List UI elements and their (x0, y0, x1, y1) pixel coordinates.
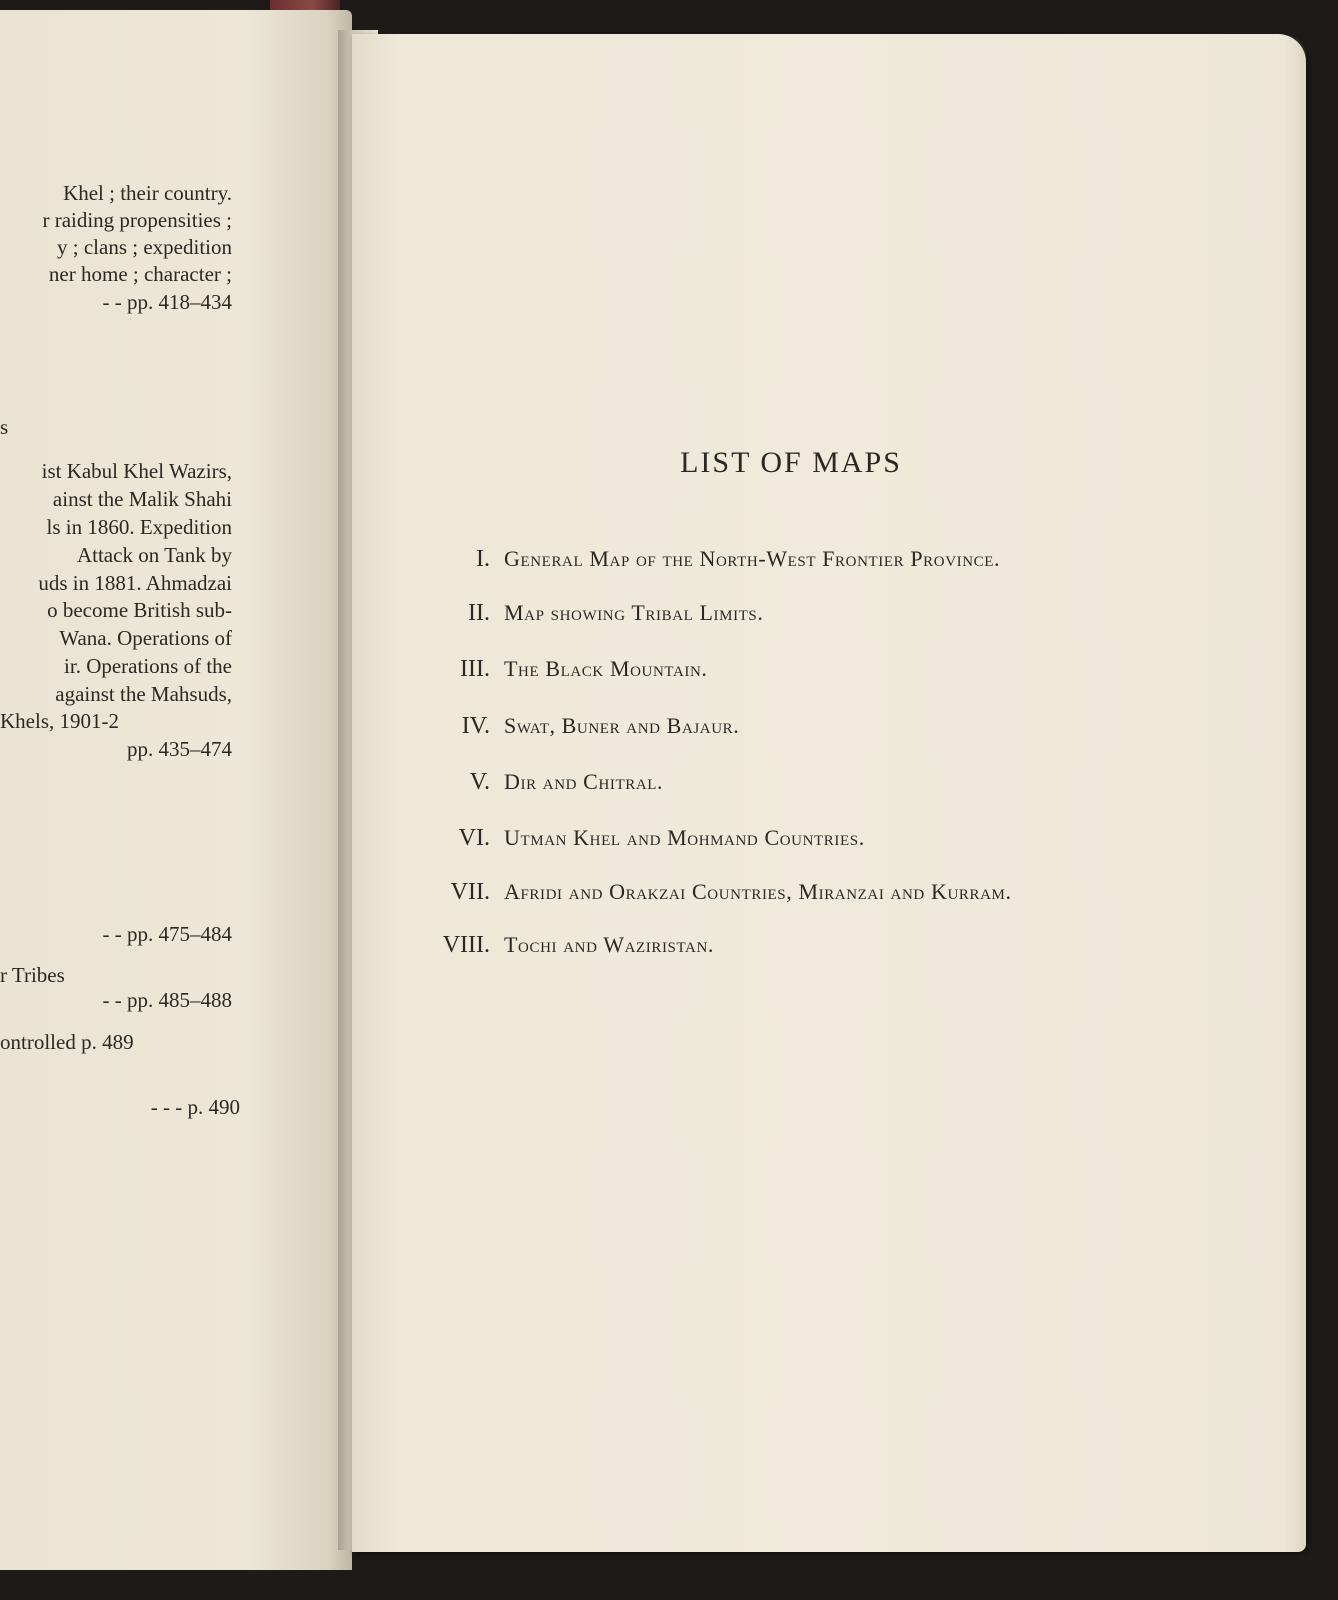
map-numeral: VII. (450, 879, 490, 905)
map-title: Tochi and Waziristan. (504, 932, 715, 957)
left-page-line: ontrolled p. 489 (0, 1030, 134, 1054)
right-page (352, 34, 1306, 1552)
left-page-line: Wana. Operations of (59, 626, 232, 650)
left-page (0, 10, 352, 1570)
left-page-line: ist Kabul Khel Wazirs, (41, 459, 232, 483)
left-page-line: s (0, 415, 9, 439)
page-title: LIST OF MAPS (680, 446, 902, 479)
list-item (352, 875, 1152, 909)
left-page-line: - - pp. 485–488 (102, 988, 232, 1012)
left-page-line: r Tribes (0, 963, 65, 987)
map-numeral: III. (460, 656, 490, 682)
list-item (352, 765, 1152, 799)
map-title: Utman Khel and Mohmand Countries. (504, 825, 865, 850)
map-numeral: VIII. (442, 932, 490, 958)
map-title: Afridi and Orakzai Countries, Miranzai and Kurram. (504, 879, 1012, 904)
left-page-line: ls in 1860. Expedition (46, 515, 232, 539)
list-item (352, 709, 1152, 743)
left-page-line: Attack on Tank by (76, 543, 232, 567)
left-page-line: - - pp. 475–484 (102, 922, 232, 946)
left-page-line: r raiding propensities ; (42, 208, 232, 232)
left-page-line: Khel ; their country. (63, 181, 232, 205)
list-item (352, 542, 1152, 576)
map-numeral: I. (476, 546, 490, 572)
map-numeral: VI. (458, 825, 490, 851)
left-page-line: Khels, 1901-2 (0, 709, 119, 733)
left-page-line: ner home ; character ; (48, 262, 232, 286)
map-title: Dir and Chitral. (504, 769, 664, 794)
left-page-line: y ; clans ; expedition (57, 235, 232, 259)
list-item (352, 652, 1152, 686)
page-edge-shading (1284, 34, 1306, 1552)
map-title: Map showing Tribal Limits. (504, 600, 764, 625)
left-page-line: uds in 1881. Ahmadzai (38, 571, 232, 595)
map-title: The Black Mountain. (504, 656, 708, 681)
left-page-line: - - pp. 418–434 (102, 290, 232, 314)
map-numeral: II. (468, 600, 490, 626)
left-page-line: - - - p. 490 (150, 1095, 240, 1119)
left-page-line: against the Mahsuds, (55, 682, 232, 706)
map-numeral: V. (469, 769, 490, 795)
left-page-line: ainst the Malik Shahi (52, 487, 232, 511)
map-title: Swat, Buner and Bajaur. (504, 713, 740, 738)
list-item (352, 596, 1152, 630)
list-item (352, 928, 1152, 962)
show-through-text (150, 340, 350, 367)
left-page-line: o become British sub- (47, 598, 232, 622)
map-numeral: IV. (461, 713, 490, 739)
left-page-line: ir. Operations of the (64, 654, 232, 678)
list-item (352, 821, 1152, 855)
left-page-line: pp. 435–474 (127, 737, 232, 761)
map-title: General Map of the North-West Frontier Province. (504, 546, 1001, 571)
